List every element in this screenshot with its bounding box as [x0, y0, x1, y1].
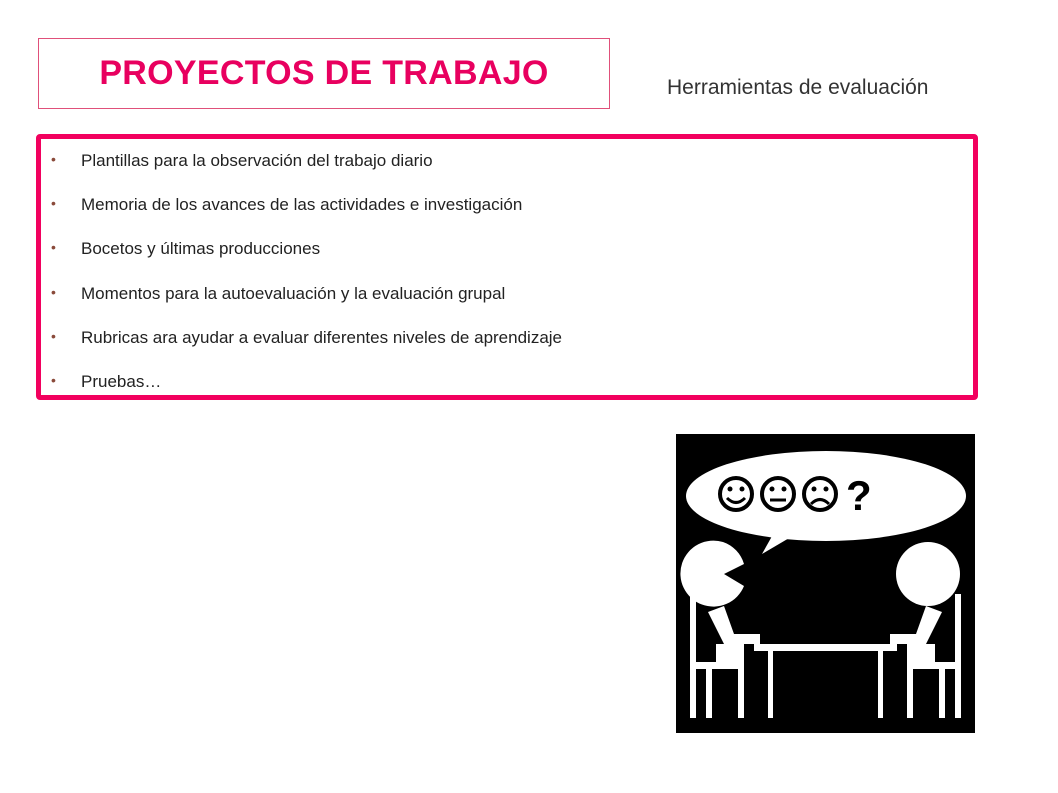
list-item-text: Momentos para la autoevaluación y la evaluación grupal	[81, 284, 506, 303]
list-item-text: Rubricas ara ayudar a evaluar diferentes niveles de aprendizaje	[81, 328, 563, 347]
bullet-icon: •	[51, 284, 56, 300]
bullet-icon: •	[51, 195, 56, 211]
list-item	[51, 328, 563, 348]
list-item-text: Memoria de los avances de las actividades e investigación	[81, 195, 523, 214]
bullet-icon: •	[51, 151, 56, 167]
list-item	[51, 239, 321, 259]
list-item	[51, 195, 523, 215]
list-item	[51, 151, 433, 171]
assessment-conversation-icon	[676, 434, 975, 733]
slide-subtitle: Herramientas de evaluación	[667, 76, 929, 99]
list-item-text: Pruebas…	[81, 372, 162, 391]
slide-title: PROYECTOS DE TRABAJO	[99, 54, 549, 92]
evaluation-tools-box	[36, 134, 978, 400]
question-mark-icon: ?	[846, 472, 872, 519]
left-person-icon	[680, 541, 760, 718]
right-person-icon	[890, 542, 961, 718]
bullet-icon: •	[51, 328, 56, 344]
list-item	[51, 372, 162, 392]
bullet-icon: •	[51, 372, 56, 388]
bullet-icon: •	[51, 239, 56, 255]
list-item-text: Plantillas para la observación del trabajo diario	[81, 151, 433, 170]
list-item	[51, 284, 506, 304]
list-item-text: Bocetos y últimas producciones	[81, 239, 321, 258]
title-box	[38, 38, 610, 109]
table-icon	[754, 644, 897, 718]
